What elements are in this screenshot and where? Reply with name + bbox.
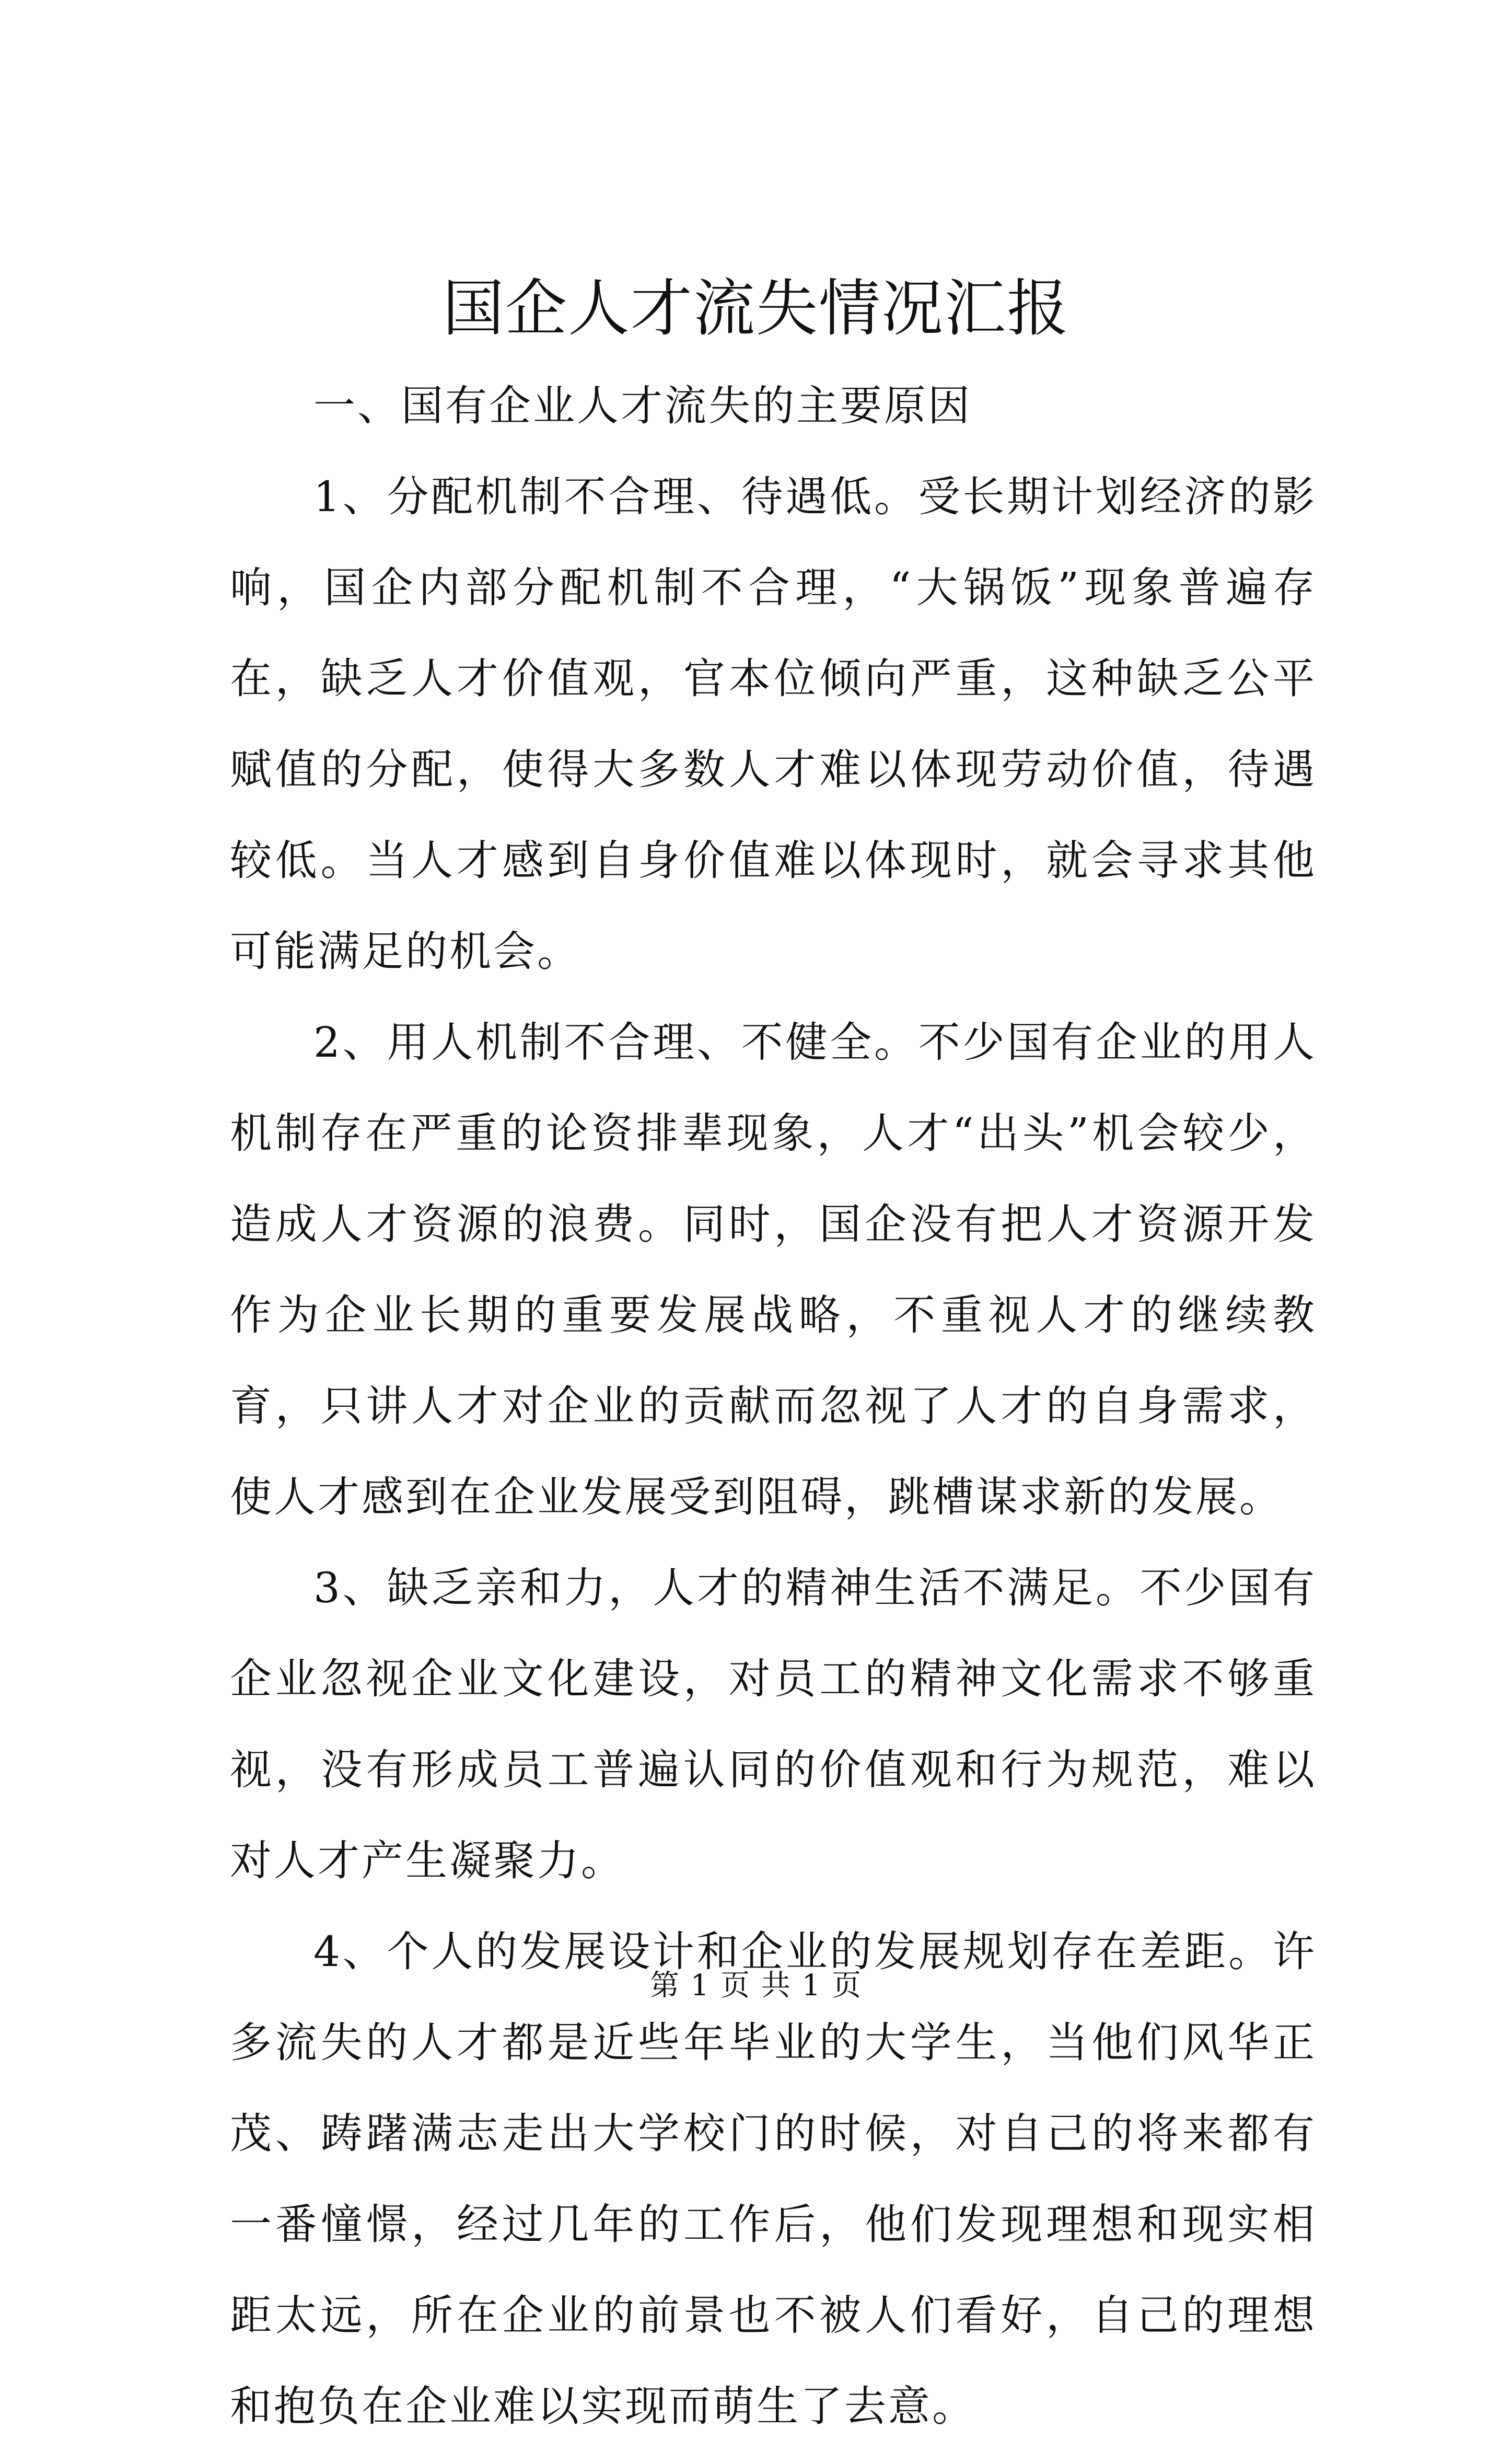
section-heading: 一、国有企业人才流失的主要原因 [313, 381, 972, 430]
document-body [230, 361, 1317, 2452]
page-number-footer: 第 1 页 共 1 页 [649, 1969, 863, 2003]
paragraph-2: 2、用人机制不合理、不健全。不少国有企业的用人机制存在严重的论资排辈现象，人才“出头”机会较少，造成人才资源的浪费。同时，国企没有把人才资源开发作为企业长期的重要发展战略，不重视人才的继续教育，只讲人才对企业的贡献而忽视了人才的自身需求，使人才感到在企业发展受到阻碍，跳槽谋求新的发展。 [230, 1018, 1317, 1521]
paragraph-4: 4、个人的发展设计和企业的发展规划存在差距。许多流失的人才都是近些年毕业的大学生，当他们风华正茂、踌躇满志走出大学校门的时候，对自己的将来都有一番憧憬，经过几年的工作后，他们发现理想和现实相距太远，所在企业的前景也不被人们看好，自己的理想和抱负在企业难以实现而萌生了去意。 [230, 1927, 1317, 2431]
document-title: 国企人才流失情况汇报 [442, 272, 1069, 344]
paragraph-3: 3、缺乏亲和力，人才的精神生活不满足。不少国有企业忽视企业文化建设，对员工的精神文化需求不够重视，没有形成员工普遍认同的价值观和行为规范，难以对人才产生凝聚力。 [230, 1564, 1317, 1885]
paragraph-1: 1、分配机制不合理、待遇低。受长期计划经济的影响，国企内部分配机制不合理，“大锅饭”现象普遍存在，缺乏人才价值观，官本位倾向严重，这种缺乏公平赋值的分配，使得大多数人才难以体现劳动价值，待遇较低。当人才感到自身价值难以体现时，就会寻求其他可能满足的机会。 [230, 472, 1317, 976]
